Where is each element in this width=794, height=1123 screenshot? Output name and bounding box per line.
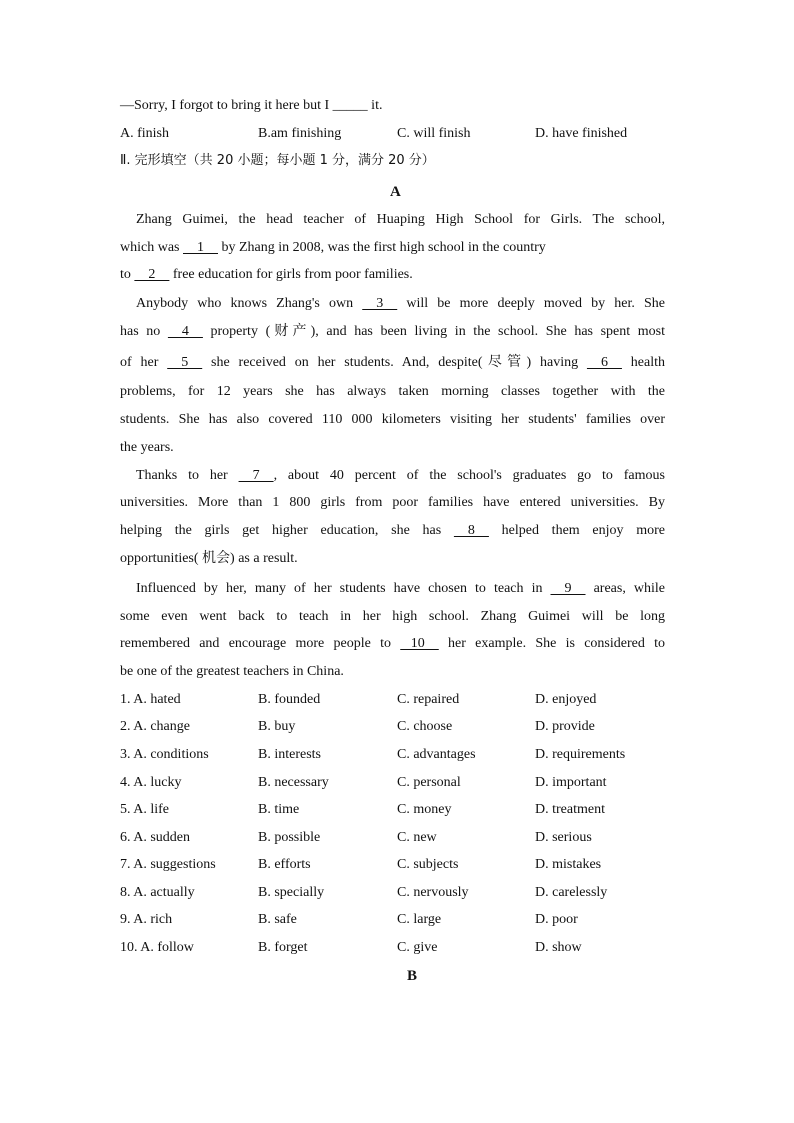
answer-blank: 10 <box>400 636 439 651</box>
question-4-option-c: C. personal <box>397 775 461 790</box>
passage-text: health <box>621 355 665 370</box>
passage-text: , about 40 percent of the school's graduates go to famous <box>273 468 665 483</box>
passage-line <box>120 438 174 458</box>
top-option-b: B.am finishing <box>258 126 342 141</box>
question-7-option-d: D. mistakes <box>535 857 602 872</box>
passage-line <box>136 210 665 230</box>
passage-line <box>120 238 546 258</box>
passage-text: universities. More than 1 800 girls from poor families have entered universities. By <box>120 495 665 510</box>
passage-text: her example. She is considered to <box>438 636 665 651</box>
passage-text: she received on her students. And, despite(尽管) having <box>202 355 587 370</box>
question-8-option-c: C. nervously <box>397 885 469 900</box>
passage-text: to <box>120 267 135 282</box>
passage-text: by Zhang in 2008, was the first high school in the country <box>218 240 546 255</box>
question-3-option-a: 3. A. conditions <box>120 747 209 762</box>
passage-text: opportunities( 机会) as a result. <box>120 551 298 566</box>
passage-text: free education for girls from poor families. <box>169 267 413 282</box>
passage-line <box>120 634 665 654</box>
question-5-option-a: 5. A. life <box>120 802 169 817</box>
question-8-option-a: 8. A. actually <box>120 885 195 900</box>
question-5-option-c: C. money <box>397 802 452 817</box>
passage-a-title: A <box>390 184 401 200</box>
passage-text: areas, while <box>585 581 665 596</box>
passage-b-title: B <box>407 968 418 984</box>
top-option-a: A. finish <box>120 126 169 141</box>
question-2-option-b: B. buy <box>258 719 296 734</box>
passage-line <box>120 607 665 627</box>
question-6-option-b: B. possible <box>258 830 321 845</box>
question-9-option-a: 9. A. rich <box>120 912 173 927</box>
passage-line <box>120 265 413 285</box>
question-9-option-b: B. safe <box>258 912 297 927</box>
question-3-option-d: D. requirements <box>535 747 626 762</box>
question-9-option-c: C. large <box>397 912 442 927</box>
passage-line <box>120 549 298 569</box>
question-5-option-d: D. treatment <box>535 802 605 817</box>
question-8-option-d: D. carelessly <box>535 885 608 900</box>
passage-text: which was <box>120 240 183 255</box>
passage-text: property (财产), and has been living in the school. She has spent most <box>202 324 665 339</box>
top-question-stem: —Sorry, I forgot to bring it here but I _____ it. <box>120 98 383 113</box>
passage-line <box>120 382 665 402</box>
question-10-option-b: B. forget <box>258 940 308 955</box>
question-1-option-a: 1. A. hated <box>120 692 181 707</box>
answer-blank: 3 <box>362 296 398 311</box>
answer-blank: 5 <box>167 355 203 370</box>
top-option-c: C. will finish <box>397 126 471 141</box>
question-1-option-b: B. founded <box>258 692 321 707</box>
passage-text: will be more deeply moved by her. She <box>397 296 665 311</box>
question-7-option-a: 7. A. suggestions <box>120 857 216 872</box>
passage-text: students. She has also covered 110 000 kilometers visiting her students' families over <box>120 412 665 427</box>
question-6-option-c: C. new <box>397 830 437 845</box>
question-2-option-c: C. choose <box>397 719 453 734</box>
question-10-option-a: 10. A. follow <box>120 940 194 955</box>
passage-line <box>136 466 665 486</box>
question-6-option-d: D. serious <box>535 830 592 845</box>
passage-line <box>120 662 344 682</box>
top-option-d: D. have finished <box>535 126 628 141</box>
question-8-option-b: B. specially <box>258 885 325 900</box>
question-1-option-d: D. enjoyed <box>535 692 597 707</box>
passage-text: the years. <box>120 440 174 455</box>
passage-text: Anybody who knows Zhang's own <box>136 296 363 311</box>
passage-text: Thanks to her <box>136 468 239 483</box>
question-4-option-a: 4. A. lucky <box>120 775 182 790</box>
answer-blank: 4 <box>167 324 203 339</box>
passage-line <box>120 353 665 373</box>
answer-blank: 8 <box>453 523 489 538</box>
answer-blank: 9 <box>550 581 586 596</box>
question-9-option-d: D. poor <box>535 912 578 927</box>
question-2-option-a: 2. A. change <box>120 719 190 734</box>
question-5-option-b: B. time <box>258 802 300 817</box>
passage-text: problems, for 12 years she has always taken morning classes together with the <box>120 384 665 399</box>
question-10-option-c: C. give <box>397 940 438 955</box>
passage-text: some even went back to teach in her high school. Zhang Guimei will be long <box>120 609 665 624</box>
passage-text: has no <box>120 324 168 339</box>
passage-text: Influenced by her, many of her students have chosen to teach in <box>136 581 551 596</box>
passage-line <box>120 410 665 430</box>
question-1-option-c: C. repaired <box>397 692 460 707</box>
question-4-option-b: B. necessary <box>258 775 329 790</box>
passage-line <box>120 322 665 342</box>
passage-text: helped them enjoy more <box>488 523 665 538</box>
passage-line <box>120 521 665 541</box>
question-3-option-c: C. advantages <box>397 747 476 762</box>
question-4-option-d: D. important <box>535 775 607 790</box>
answer-blank: 7 <box>238 468 274 483</box>
passage-line <box>120 493 665 513</box>
passage-line <box>136 294 665 314</box>
question-6-option-a: 6. A. sudden <box>120 830 190 845</box>
passage-text: remembered and encourage more people to <box>120 636 401 651</box>
question-7-option-b: B. efforts <box>258 857 311 872</box>
passage-line <box>136 579 665 599</box>
passage-text: be one of the greatest teachers in China. <box>120 664 344 679</box>
question-2-option-d: D. provide <box>535 719 595 734</box>
passage-text: Zhang Guimei, the head teacher of Huaping High School for Girls. The school, <box>136 212 665 227</box>
answer-blank: 1 <box>183 240 218 255</box>
passage-text: of her <box>120 355 168 370</box>
question-10-option-d: D. show <box>535 940 582 955</box>
passage-text: helping the girls get higher education, she has <box>120 523 454 538</box>
answer-blank: 6 <box>586 355 622 370</box>
question-7-option-c: C. subjects <box>397 857 459 872</box>
question-3-option-b: B. interests <box>258 747 321 762</box>
section-heading: Ⅱ. 完形填空（共 20 小题；每小题 1 分，满分 20 分） <box>120 153 435 168</box>
answer-blank: 2 <box>134 267 170 282</box>
